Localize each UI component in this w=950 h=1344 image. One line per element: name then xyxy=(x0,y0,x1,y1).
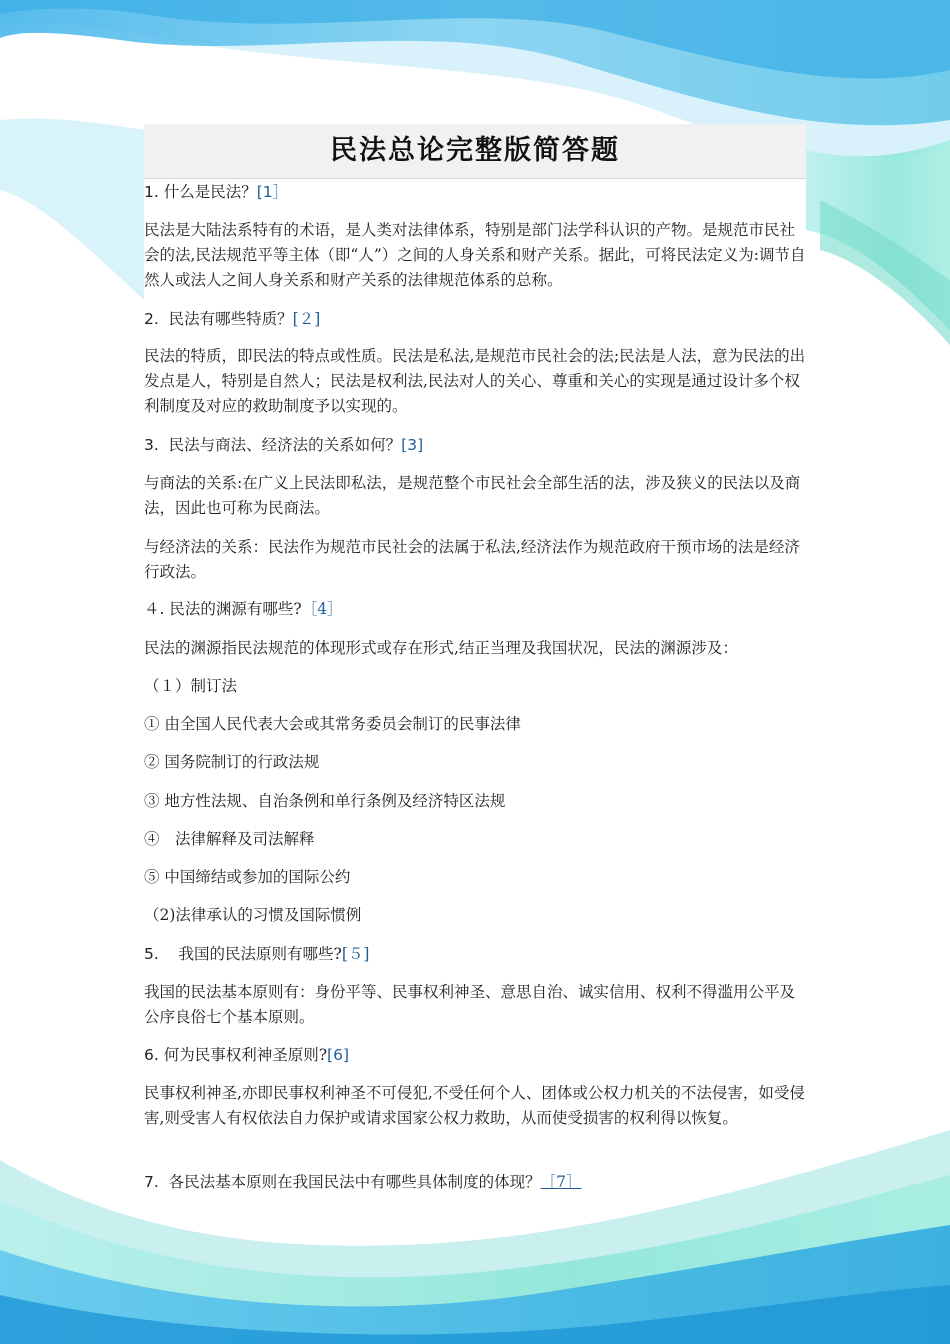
reference-link[interactable]: [５] xyxy=(341,945,370,963)
question-text: 我国的民法原则有哪些? xyxy=(158,945,342,963)
question-4 xyxy=(144,597,809,622)
question-2 xyxy=(144,307,809,332)
answer-paragraph: 民法的渊源指民法规范的体现形式或存在形式,结正当理及我国状况，民法的渊源涉及： xyxy=(144,639,738,657)
list-heading: （2)法律承认的习惯及国际惯例 xyxy=(144,906,362,924)
question-6 xyxy=(144,1043,809,1068)
answer-paragraph: 民法的特质，即民法的特点或性质。民法是私法,是规范市民社会的法;民法是人法，意为民法的出发点是人，特别是自然人；民法是权利法,民法对人的关心、尊重和关心的实现是通过设计多个权利制度及对应的救助制度予以实现的。 xyxy=(144,347,806,415)
question-text: 民法与商法、经济法的关系如何？ xyxy=(158,436,402,454)
reference-link[interactable]: [6] xyxy=(327,1046,350,1064)
reference-link[interactable]: ［7］ xyxy=(540,1173,582,1191)
list-item: ① 由全国人民代表大会或其常务委员会制订的民事法律 xyxy=(144,715,521,733)
question-5 xyxy=(144,942,809,967)
answer-paragraph: 民法是大陆法系特有的术语，是人类对法律体系，特别是部门法学科认识的产物。是规范市民社会的法,民法规范平等主体（即“人”）之间的人身关系和财产关系。据此，可将民法定义为:调节自然人或法人之间人身关系和财产关系的法律规范体系的总称。 xyxy=(144,221,806,289)
reference-link[interactable]: ［4］ xyxy=(301,600,343,618)
reference-link[interactable]: [1］ xyxy=(256,183,289,201)
question-text: . 民法的渊源有哪些? xyxy=(159,600,302,618)
answer-paragraph: 我国的民法基本原则有：身份平等、民事权利神圣、意思自治、诚实信用、权利不得滥用公平及公序良俗七个基本原则。 xyxy=(144,983,796,1026)
question-text: . 什么是民法？ xyxy=(153,183,257,201)
question-number: 6 xyxy=(144,1046,154,1064)
list-item: ④ 法律解释及司法解释 xyxy=(144,830,315,848)
answer-paragraph: 与经济法的关系：民法作为规范市民社会的法属于私法,经济法作为规范政府干预市场的法是经济行政法。 xyxy=(144,538,800,581)
list-item: ③ 地方性法规、自治条例和单行条例及经济特区法规 xyxy=(144,792,506,810)
question-number: ４ xyxy=(144,600,160,618)
reference-link[interactable]: [3] xyxy=(401,436,424,454)
question-text: 民法有哪些特质？ xyxy=(158,310,293,328)
answer-paragraph: 与商法的关系:在广义上民法即私法，是规范整个市民社会全部生活的法，涉及狭义的民法以及商法，因此也可称为民商法。 xyxy=(144,474,801,517)
question-text: 各民法基本原则在我国民法中有哪些具体制度的体现？ xyxy=(158,1173,541,1191)
title-box xyxy=(144,124,806,179)
question-text: . 何为民事权利神圣原则? xyxy=(153,1046,328,1064)
question-3 xyxy=(144,433,809,458)
question-1 xyxy=(144,180,809,205)
question-number: 7. xyxy=(144,1173,159,1191)
question-number: 3. xyxy=(144,436,159,454)
list-item: ⑤ 中国缔结或参加的国际公约 xyxy=(144,868,351,886)
question-number: 5. xyxy=(144,945,159,963)
question-7 xyxy=(144,1170,809,1195)
reference-link[interactable]: [２] xyxy=(292,310,321,328)
document-title: 民法总论完整版简答题 xyxy=(330,135,620,166)
list-item: ② 国务院制订的行政法规 xyxy=(144,753,320,771)
list-heading: （１）制订法 xyxy=(144,677,238,695)
question-number: 2. xyxy=(144,310,159,328)
question-number: 1 xyxy=(144,183,154,201)
answer-paragraph: 民事权利神圣,亦即民事权利神圣不可侵犯,不受任何个人、团体或公权力机关的不法侵害，如受侵害,则受害人有权依法自力保护或请求国家公权力救助，从而使受损害的权利得以恢复。 xyxy=(144,1084,805,1127)
